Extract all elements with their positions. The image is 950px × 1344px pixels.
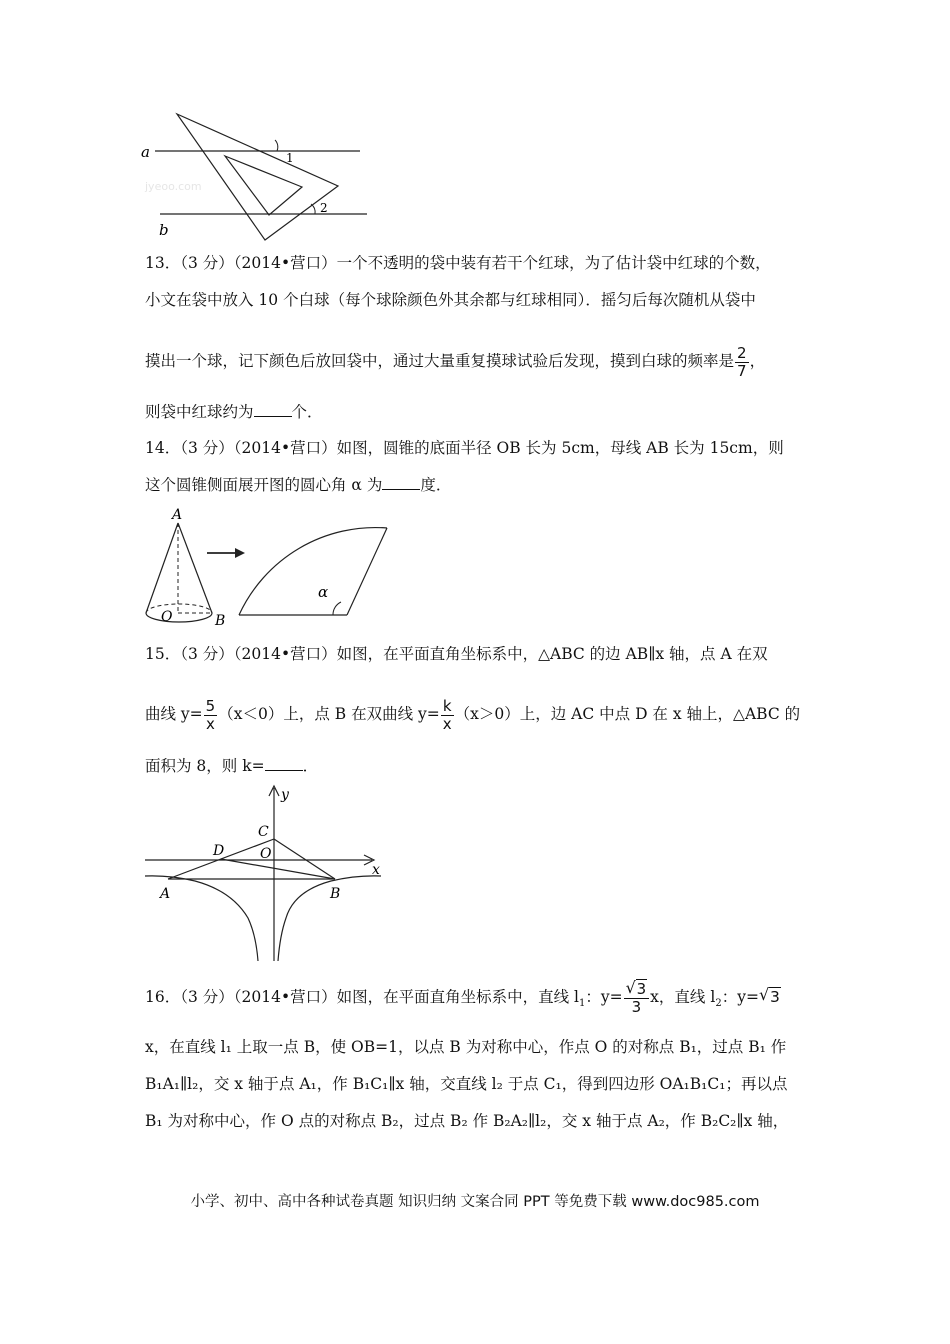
q15-line-3-end: ． bbox=[302, 757, 319, 775]
q15-f2-num: k bbox=[441, 698, 454, 716]
cone-label-o: O bbox=[161, 609, 173, 625]
label-angle-2: 2 bbox=[320, 201, 328, 215]
q16-line-1-c: x，直线 l bbox=[650, 988, 716, 1006]
q16-sub-2: 2 bbox=[715, 998, 722, 1010]
label-angle-1: 1 bbox=[286, 151, 294, 165]
q14-line-2-text: 这个圆锥侧面展开图的圆心角 α 为 bbox=[145, 476, 383, 494]
page-footer: 小学、初中、高中各种试卷真题 知识归纳 文案合同 PPT 等免费下载 www.doc985.com bbox=[190, 1194, 760, 1210]
cone-sector-figure bbox=[135, 505, 395, 630]
q14-line-2-end: 度． bbox=[420, 476, 452, 494]
q16-sqrt bbox=[759, 977, 781, 1017]
point-label-d: D bbox=[213, 843, 225, 859]
q16-line-4: B₁ 为对称中心，作 O 点的对称点 B₂，过点 B₂ 作 B₂A₂∥l₂，交 x 轴于点 A₂，作 B₂C₂∥x 轴， bbox=[145, 1112, 789, 1130]
q14-line-1: 14．（3 分）（2014•营口）如图，圆锥的底面半径 OB 长为 5cm，母线 AB 长为 15cm，则 bbox=[145, 439, 784, 457]
q13-line-1: 13．（3 分）（2014•营口）一个不透明的袋中装有若干个红球，为了估计袋中红球的个数， bbox=[145, 254, 771, 272]
q15-answer-blank[interactable] bbox=[265, 756, 303, 771]
q16-sqrt-num-rad: 3 bbox=[636, 979, 647, 998]
q16-frac-num bbox=[624, 981, 650, 999]
q16-sqrt-num bbox=[626, 981, 648, 998]
q16-line-1-b: ：y= bbox=[585, 988, 623, 1006]
q15-f1-den: x bbox=[206, 714, 215, 733]
point-label-b: B bbox=[330, 886, 341, 902]
q13-frac-den: 7 bbox=[737, 361, 747, 380]
q15-f2-den: x bbox=[442, 714, 452, 733]
q15-line-3-text: 面积为 8，则 k= bbox=[145, 757, 265, 775]
q15-line-1: 15．（3 分）（2014•营口）如图，在平面直角坐标系中，△ABC 的边 AB∥x 轴，点 A 在双 bbox=[145, 645, 768, 663]
q15-line-2-a: 曲线 y= bbox=[145, 705, 203, 723]
q13-line-4-text: 则袋中红球约为 bbox=[145, 403, 254, 421]
q14-answer-blank[interactable] bbox=[382, 475, 420, 490]
cone-label-a: A bbox=[172, 507, 183, 523]
q13-line-4-end: 个． bbox=[291, 403, 323, 421]
point-label-c: C bbox=[258, 824, 269, 840]
q13-line-3 bbox=[145, 341, 815, 381]
q16-line-3: B₁A₁∥l₂，交 x 轴于点 A₁，作 B₁C₁∥x 轴，交直线 l₂ 于点 C₁，得到四边形 OA₁B₁C₁；再以点 bbox=[145, 1075, 788, 1093]
q13-frac-num: 2 bbox=[737, 343, 747, 362]
label-a: a bbox=[141, 143, 150, 161]
q13-line-3-text: 摸出一个球，记下颜色后放回袋中，通过大量重复摸球试验后发现，摸到白球的频率是 bbox=[145, 352, 735, 370]
q16-line-1-d: ：y= bbox=[721, 988, 759, 1006]
q15-line-3 bbox=[145, 755, 815, 777]
point-label-o: O bbox=[260, 846, 272, 862]
label-b: b bbox=[159, 221, 169, 239]
q16-line-2: x，在直线 l₁ 上取一点 B，使 OB=1，以点 B 为对称中心，作点 O 的对称点 B₁，过点 B₁ 作 bbox=[145, 1038, 787, 1056]
q15-fraction-1 bbox=[204, 698, 218, 733]
q13-answer-blank[interactable] bbox=[254, 402, 292, 417]
cone-label-b: B bbox=[215, 613, 226, 629]
point-label-a: A bbox=[160, 886, 171, 902]
q16-sqrt-rad: 3 bbox=[769, 988, 780, 1006]
q13-line-3-end: ， bbox=[749, 352, 766, 370]
q13-fraction bbox=[735, 345, 749, 380]
q16-line-1 bbox=[145, 977, 815, 1024]
q15-line-2-b: （x＜0）上，点 B 在双曲线 y= bbox=[218, 705, 440, 723]
q16-sub-1: 1 bbox=[579, 998, 586, 1010]
axis-label-y: y bbox=[281, 787, 289, 803]
hyperbola-figure bbox=[140, 783, 390, 963]
q15-line-2-c: （x＞0）上，边 AC 中点 D 在 x 轴上，△ABC 的 bbox=[454, 705, 801, 723]
parallel-lines-figure bbox=[135, 105, 375, 245]
q13-line-4 bbox=[145, 401, 815, 423]
q15-line-2 bbox=[145, 694, 815, 734]
q13-line-2: 小文在袋中放入 10 个白球（每个球除颜色外其余都与红球相同）．摇匀后每次随机从袋中 bbox=[145, 291, 756, 309]
q15-f1-num: 5 bbox=[205, 696, 216, 715]
axis-label-x: x bbox=[372, 862, 380, 878]
q14-line-2 bbox=[145, 474, 815, 496]
watermark: jyeoo.com bbox=[145, 180, 202, 193]
q16-frac-den: 3 bbox=[631, 997, 642, 1016]
q16-fraction bbox=[624, 981, 650, 1016]
q15-fraction-2 bbox=[441, 698, 454, 733]
q16-line-1-a: 16．（3 分）（2014•营口）如图，在平面直角坐标系中，直线 l bbox=[145, 988, 579, 1006]
sector-label-alpha: α bbox=[318, 583, 329, 601]
